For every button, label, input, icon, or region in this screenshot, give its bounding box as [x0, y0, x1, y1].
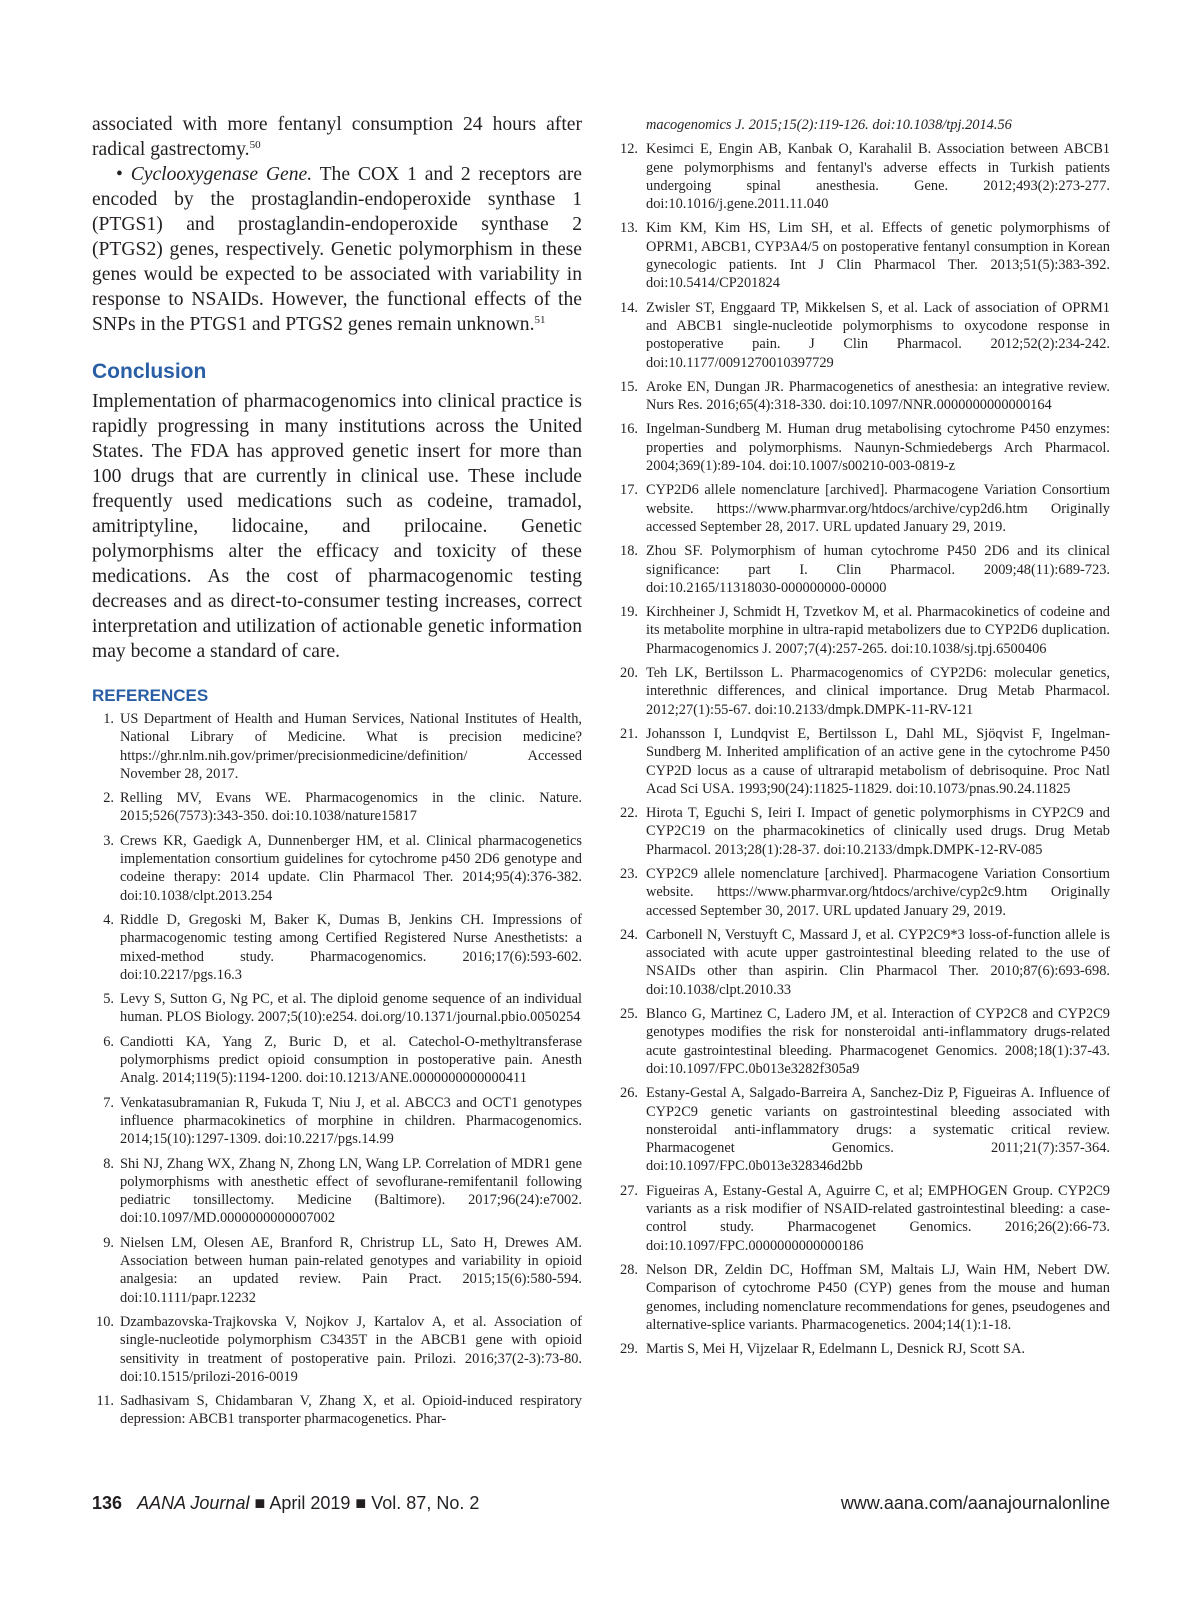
bullet-paragraph: [92, 162, 582, 337]
reference-text: Figueiras A, Estany-Gestal A, Aguirre C, et al; EMPHOGEN Group. CYP2C9 variants as a risk modifier of NSAID-related gastrointestinal bleeding: a case-control study. Pharmacogenet Genomics. 2016;26(2):66-73. doi:10.1097/FPC.0000000000000186: [646, 1182, 1110, 1254]
reference-number: 28.: [620, 1261, 638, 1278]
reference-item: [92, 1155, 582, 1228]
reference-number: 11.: [96, 1393, 114, 1410]
reference-text: CYP2D6 allele nomenclature [archived]. Pharmacogene Variation Consortium website. https://www.pharmvar.org/htdocs/archive/cyp2d6.htm Originally accessed September 28, 2017. URL updated January 29, 2019.: [646, 482, 1110, 535]
reference-item: [612, 219, 1110, 292]
reference-text: Nielsen LM, Olesen AE, Branford R, Christrup LL, Sato H, Drewes AM. Association between human pain-related genotypes and variability in opioid analgesia: an updated review. Pain Pract. 2015;15(6):580-594. doi:10.1111/papr.12232: [120, 1234, 582, 1306]
reference-number: 19.: [620, 604, 638, 621]
reference-text: Ingelman-Sundberg M. Human drug metabolising cytochrome P450 enzymes: properties and polymorphisms. Naunyn-Schmiedebergs Arch Pharmacol. 2004;369(1):89-104. doi:10.1007/s00210-003-0819-z: [646, 421, 1110, 475]
reference-item: [92, 1033, 582, 1088]
reference-text: Relling MV, Evans WE. Pharmacogenomics in the clinic. Nature. 2015;526(7573):343-350. doi:10.1038/nature15817: [120, 790, 582, 825]
reference-number: 18.: [620, 543, 638, 560]
reference-item: [92, 911, 582, 984]
reference-text: Venkatasubramanian R, Fukuda T, Niu J, et al. ABCC3 and OCT1 genotypes influence pharmacokinetics of morphine in children. Pharmacogenomics. 2014;15(10):1297-1309. doi:10.2217/pgs.14.99: [120, 1094, 582, 1148]
reference-item: [612, 420, 1110, 475]
citation-ref[interactable]: 50: [249, 139, 261, 151]
conclusion-heading: Conclusion: [92, 360, 207, 383]
issue-info: ■ April 2019 ■ Vol. 87, No. 2: [254, 1493, 480, 1513]
reference-item: [612, 865, 1110, 920]
reference-number: 13.: [620, 220, 638, 237]
reference-number: 17.: [620, 482, 638, 499]
reference-item: [612, 1182, 1110, 1255]
reference-item: [612, 1261, 1110, 1334]
reference-item: [612, 542, 1110, 597]
reference-text: Riddle D, Gregoski M, Baker K, Dumas B, Jenkins CH. Impressions of pharmacogenomic testing among Certified Registered Nurse Anesthetists: a mixed-method study. Pharmacogenomics. 2016;17(6):593-602. doi:10.2217/pgs.16.3: [120, 911, 582, 983]
reference-text: Carbonell N, Verstuyft C, Massard J, et al. CYP2C9*3 loss-of-function allele is associated with acute upper gastrointestinal bleeding related to the use of NSAIDs other than aspirin. Clin Pharmacol Ther. 2010;87(6):693-698. doi:10.1038/clpt.2010.33: [646, 926, 1110, 998]
reference-number: 5.: [103, 991, 114, 1008]
reference-item: [612, 481, 1110, 536]
reference-number: 20.: [620, 665, 638, 682]
body-text: [92, 112, 582, 337]
reference-text: US Department of Health and Human Services, National Institutes of Health, National Library of Medicine. What is precision medicine? https://ghr.nlm.nih.gov/primer/precisionmedicine/definition/ Accessed November 28, 2017.: [120, 711, 582, 782]
reference-item: [612, 378, 1110, 415]
reference-item: [92, 789, 582, 826]
page-number: 136: [92, 1493, 123, 1513]
reference-number: 7.: [103, 1094, 114, 1111]
reference-item: [92, 1234, 582, 1307]
reference-item: [612, 140, 1110, 213]
reference-number: 26.: [620, 1085, 638, 1102]
reference-number: 29.: [620, 1341, 638, 1358]
reference-item: [92, 1313, 582, 1386]
reference-item: [92, 1094, 582, 1149]
conclusion-paragraph: Implementation of pharmacogenomics into clinical practice is rapidly progressing in many institutions across the United States. The FDA has approved genetic insert for more than 100 drugs that are currently in clinical use. These include frequently used medications such as codeine, tramadol, amitriptyline, lidocaine, and prilocaine. Genetic polymorphisms alter the efficacy and toxicity of these medications. As the cost of pharmacogenomic testing decreases and as direct-to-consumer testing increases, correct interpretation and utilization of actionable genetic information may become a standard of care.: [92, 391, 582, 662]
reference-item: [92, 1392, 582, 1429]
page-footer: [92, 1493, 1110, 1517]
footer-journal-info: [92, 1493, 479, 1514]
reference-text: Kesimci E, Engin AB, Kanbak O, Karahalil B. Association between ABCB1 gene polymorphisms and fentanyl's adverse effects in Turkish patients undergoing spinal anesthesia. Gene. 2012;493(2):273-277. doi:10.1016/j.gene.2011.11.040: [646, 141, 1110, 213]
reference-item: [92, 990, 582, 1027]
reference-text: Shi NJ, Zhang WX, Zhang N, Zhong LN, Wang LP. Correlation of MDR1 gene polymorphisms with anesthetic effect of sevoflurane-remifentanil following pediatric tonsillectomy. Medicine (Baltimore). 2017;96(24):e7002. doi:10.1097/MD.0000000000007002: [120, 1155, 582, 1227]
reference-item: [612, 804, 1110, 859]
reference-text: Zwisler ST, Enggaard TP, Mikkelsen S, et al. Lack of association of OPRM1 and ABCB1 single-nucleotide polymorphisms to oxycodone response in postoperative pain. J Clin Pharmacol. 2012;52(2):234-242. doi:10.1177/0091270010397729: [646, 299, 1110, 371]
reference-text: Kim KM, Kim HS, Lim SH, et al. Effects of genetic polymorphisms of OPRM1, ABCB1, CYP3A4/5 on postoperative fentanyl consumption in Korean gynecologic patients. Int J Clin Pharmacol Ther. 2013;51(5):383-392. doi:10.5414/CP201824: [646, 220, 1110, 292]
reference-text: Johansson I, Lundqvist E, Bertilsson L, Dahl ML, Sjöqvist F, Ingelman-Sundberg M. Inherited amplification of an active gene in the cytochrome P450 CYP2D locus as a cause of ultrarapid metabolism of debrisoquine. Proc Natl Acad Sci USA. 1993;90(24):11825-11829. doi:10.1073/pnas.90.24.11825: [646, 725, 1110, 797]
reference-number: 22.: [620, 805, 638, 822]
citation-ref[interactable]: 51: [534, 314, 546, 326]
reference-number: 9.: [103, 1234, 114, 1251]
reference-item: [612, 1340, 1110, 1358]
right-column: [612, 116, 1110, 1364]
reference-text: Crews KR, Gaedigk A, Dunnenberger HM, et al. Clinical pharmacogenetics implementation consortium guidelines for cytochrome p450 2D6 genotype and codeine therapy: 2014 update. Clin Pharmacol Ther. 2014;95(4):376-382. doi:10.1038/clpt.2013.254: [120, 832, 582, 904]
reference-text: Hirota T, Eguchi S, Ieiri I. Impact of genetic polymorphisms in CYP2C9 and CYP2C19 on the pharmacokinetics of clinically used drugs. Drug Metab Pharmacol. 2013;28(1):28-37. doi:10.2133/dmpk.DMPK-12-RV-085: [646, 805, 1110, 858]
intro-text: associated with more fentanyl consumption 24 hours after radical gastrectomy.: [92, 114, 582, 160]
reference-text: CYP2C9 allele nomenclature [archived]. Pharmacogene Variation Consortium website. https://www.pharmvar.org/htdocs/archive/cyp2c9.htm Originally accessed September 30, 2017. URL updated January 29, 2019.: [646, 865, 1110, 919]
reference-number: 4.: [103, 911, 114, 928]
reference-item: [612, 725, 1110, 798]
reference-number: 14.: [620, 299, 638, 316]
reference-text: Zhou SF. Polymorphism of human cytochrome P450 2D6 and its clinical significance: part I. Clin Pharmacol. 2009;48(11):689-723. doi:10.2165/11318030-000000000-00000: [646, 543, 1110, 596]
reference-number: 12.: [620, 141, 638, 158]
reference-text: Levy S, Sutton G, Ng PC, et al. The diploid genome sequence of an individual human. PLOS Biology. 2007;5(10):e254. doi.org/10.1371/journal.pbio.0050254: [120, 991, 582, 1026]
left-column: [92, 112, 582, 1435]
references-heading: REFERENCES: [92, 686, 209, 705]
reference-number: 25.: [620, 1006, 638, 1023]
reference-item: [92, 832, 582, 905]
references-list-right: [612, 140, 1110, 1358]
bullet-text: The COX 1 and 2 receptors are encoded by the prostaglandin-endoperoxide synthase 1 (PTGS1) and prostaglandin-endoperoxide synthase 2 (PTGS2) genes, respectively. Genetic polymorphism in these genes would be expected to be associated with variability in response to NSAIDs. However, the functional effects of the SNPs in the PTGS1 and PTGS2 genes remain unknown.: [92, 164, 582, 335]
reference-number: 21.: [620, 725, 638, 742]
reference-number: 8.: [103, 1155, 114, 1172]
bullet-marker: •: [116, 164, 123, 185]
journal-name: AANA Journal: [137, 1493, 250, 1513]
reference-number: 24.: [620, 926, 638, 943]
reference-continuation: macogenomics J. 2015;15(2):119-126. doi:10.1038/tpj.2014.56: [646, 117, 1012, 133]
reference-text: Sadhasivam S, Chidambaran V, Zhang X, et al. Opioid-induced respiratory depression: ABCB1 transporter pharmacogenetics. Phar-: [120, 1393, 582, 1428]
reference-item: [612, 1005, 1110, 1078]
reference-text: Aroke EN, Dungan JR. Pharmacogenetics of anesthesia: an integrative review. Nurs Res. 2016;65(4):318-330. doi:10.1097/NNR.0000000000000164: [646, 378, 1110, 414]
reference-number: 2.: [103, 790, 114, 807]
reference-number: 23.: [620, 865, 638, 882]
reference-number: 27.: [620, 1182, 638, 1199]
reference-number: 16.: [620, 421, 638, 438]
reference-item: [612, 926, 1110, 999]
bullet-heading: Cyclooxygenase Gene.: [130, 164, 313, 185]
reference-text: Martis S, Mei H, Vijzelaar R, Edelmann L, Desnick RJ, Scott SA.: [646, 1341, 1025, 1358]
reference-item: [612, 603, 1110, 658]
reference-number: 15.: [620, 378, 638, 395]
reference-text: Candiotti KA, Yang Z, Buric D, et al. Catechol-O-methyltransferase polymorphisms predict opioid consumption in postoperative pain. Anesth Analg. 2014;119(5):1194-1200. doi:10.1213/ANE.0000000000000411: [120, 1033, 582, 1087]
reference-text: Dzambazovska-Trajkovska V, Nojkov J, Kartalov A, et al. Association of single-nucleotide polymorphism C3435T in the ABCB1 gene with opioid sensitivity in treatment of postoperative pain. Prilozi. 2016;37(2-3):73-80. doi:10.1515/prilozi-2016-0019: [120, 1313, 582, 1385]
reference-item: [612, 1084, 1110, 1175]
reference-text: Nelson DR, Zeldin DC, Hoffman SM, Maltais LJ, Wain HM, Nebert DW. Comparison of cytochrome P450 (CYP) genes from the mouse and human genomes, including nomenclature recommendations for genes, pseudogenes and alternative-splice variants. Pharmacogenetics. 2004;14(1):1-18.: [646, 1261, 1110, 1333]
reference-item: [612, 299, 1110, 372]
reference-text: Estany-Gestal A, Salgado-Barreira A, Sanchez-Diz P, Figueiras A. Influence of CYP2C9 genetic variants on gastrointestinal bleeding associated with nonsteroidal anti-inflammatory drugs: a systematic critical review. Pharmacogenet Genomics. 2011;21(7):357-364. doi:10.1097/FPC.0b013e328346d2bb: [646, 1085, 1110, 1175]
reference-text: Kirchheiner J, Schmidt H, Tzvetkov M, et al. Pharmacokinetics of codeine and its metabolite morphine in ultra-rapid metabolizers due to CYP2D6 duplication. Pharmacogenomics J. 2007;7(4):257-265. doi:10.1038/sj.tpj.6500406: [646, 604, 1110, 657]
journal-url[interactable]: www.aana.com/aanajournalonline: [840, 1493, 1110, 1513]
reference-text: Blanco G, Martinez C, Ladero JM, et al. Interaction of CYP2C8 and CYP2C9 genotypes modifies the risk for nonsteroidal anti-inflammatory drugs-related acute gastrointestinal bleeding. Pharmacogenet Genomics. 2008;18(1):37-43. doi:10.1097/FPC.0b013e3282f305a9: [646, 1006, 1110, 1077]
reference-number: 10.: [96, 1313, 114, 1330]
reference-number: 6.: [103, 1033, 114, 1050]
intro-paragraph: [92, 112, 582, 162]
reference-item: [92, 710, 582, 783]
reference-item: [612, 664, 1110, 719]
references-list-left: [92, 710, 582, 1429]
reference-number: 3.: [103, 832, 114, 849]
reference-number: 1.: [103, 711, 114, 727]
reference-text: Teh LK, Bertilsson L. Pharmacogenomics of CYP2D6: molecular genetics, interethnic differences, and clinical importance. Drug Metab Pharmacol. 2012;27(1):55-67. doi:10.2133/dmpk.DMPK-11-RV-121: [646, 665, 1110, 718]
